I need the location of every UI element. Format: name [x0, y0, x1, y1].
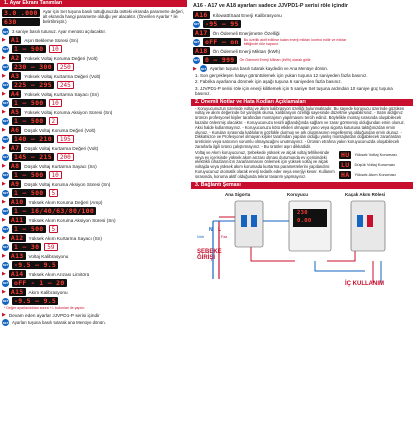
label-rcd: Kaçak Akım Rölesi — [345, 191, 386, 197]
setting-a17 — [193, 29, 411, 37]
arrow-right-icon: ▶ — [2, 181, 6, 187]
setting-label: Düşük Voltaj Kurtarma Değeri (Volt) — [24, 145, 99, 151]
set-button-icon[interactable]: SET — [2, 173, 9, 177]
code-display: A9 — [10, 180, 20, 188]
setting-label: Yüksek Voltaj Kurtarma Sayacı (Sn) — [24, 91, 99, 97]
setting-a13 — [2, 252, 185, 260]
error-label: Yüksek Akım Koruması — [354, 172, 396, 178]
set-button-icon[interactable]: SET — [2, 29, 9, 34]
menu-return-row — [193, 65, 411, 72]
setting-a9 — [2, 180, 185, 188]
setting-a5 — [2, 108, 185, 116]
arrow-right-icon: ▶ — [2, 289, 6, 295]
setting-label: Aşırı Bekleme Süresi (Sn) — [24, 37, 79, 43]
setting-a15 — [2, 288, 185, 296]
footer-row-2 — [2, 319, 185, 326]
set-button-icon[interactable]: SET — [2, 263, 9, 267]
label-n: N — [209, 226, 213, 233]
setting-label: Yüksek Voltaj Kurtarma Değeri (Volt) — [24, 73, 101, 79]
setting-a7 — [2, 144, 185, 152]
info-list-2: 2. Fabrika ayarlarına dönmek için aşağı tuşuna 6 saniyeden fazla basınız. — [195, 79, 342, 85]
range-display: -9.5 — 9.5 — [14, 261, 57, 269]
set-button-icon[interactable]: SET — [2, 191, 9, 195]
footer-1: Devam eden ayarlar JJVPD1-P serisi içindir — [8, 312, 100, 318]
setting-label: Yüksek Voltaj Koruma Değeri (Volt) — [24, 55, 98, 61]
intro-displays — [2, 9, 40, 26]
setting-label: Yüksek Akım Kurtarma Sayacı (Sn) — [28, 235, 102, 241]
menu-return-text: Ayarları tuşuna basılı tutarak kaydedin ve Ana Menüye dönün. — [209, 66, 329, 71]
set-button-icon[interactable]: SET — [193, 58, 200, 62]
error-label: Yüksek Voltaj Koruması — [354, 152, 397, 158]
label-faz: Faz — [221, 234, 228, 239]
setting-label: Akım Kalibrasyonu — [28, 289, 68, 295]
arrow-right-icon: ▶ — [2, 73, 6, 79]
protector-display-top: 230 — [297, 209, 308, 216]
setting-a15-range — [2, 297, 185, 305]
setting-label: Yüksek Akım Arızası Limitörü — [28, 271, 90, 277]
range-display: 1 — 16/40/63/80/100 — [14, 207, 95, 215]
error-codes — [339, 151, 409, 180]
protector-display-bottom: 0.00 — [297, 217, 312, 224]
set-button-icon[interactable]: SET — [2, 101, 9, 105]
label-grid-input: ŞEBEKE GİRİŞİ — [197, 248, 222, 262]
setting-a11-range — [2, 225, 185, 233]
setting-label: Yüksek Akım Koruma Değeri (Amp) — [28, 199, 103, 205]
setting-a10 — [2, 198, 185, 206]
setting-a2-range — [2, 63, 185, 71]
range-display: oFF — on — [205, 38, 239, 46]
intro-row-2 — [2, 28, 185, 35]
setting-note: Bu özellik aktif edilirse kalan enerji miktarı kontrol edilir ve miktar bittiğinde röle kapanır. — [243, 38, 347, 46]
setting-a8 — [2, 162, 185, 170]
intro-text-2: 3 saniye basılı tutunuz. Ayar menüsü açılacaktır. — [12, 29, 106, 34]
set-button-icon[interactable]: SET — [2, 299, 9, 303]
code-display: A4 — [10, 90, 20, 98]
info-list-1: 1. Son gerçekleşen hatayı görüntülemek için yukarı tuşuna 12 saniyeden fazla basınız. — [195, 73, 368, 78]
range-display: 145 — 215 — [14, 153, 52, 161]
recommended-value: 250 — [57, 63, 74, 71]
set-button-icon[interactable]: SET — [2, 155, 9, 159]
intro-display-top: 3.0 .000 — [4, 9, 38, 17]
code-display: A18 — [195, 47, 208, 55]
setting-a17-range — [193, 38, 411, 46]
setting-note: Ön Ödemeli Enerji Miktarı (kWh) olarak girilir. — [239, 58, 312, 62]
code-display: A3 — [10, 72, 20, 80]
setting-a9-range — [2, 189, 185, 197]
notes-text-2: Voltaj ve Akım koruyucunuz, Şebekede yüksek ve alçak voltaj tehlikesinde veya ev içerisinde yüksek akım arızası olması durumunda ev içerisindeki elektrikli cihazlarınızın zararlanmasını önlemek için yüksek voltaj ve alçak voltajda veya yüksek akım korumada kurtarma parametrelerini yapılandırır. Koruyucunuz otomatik olarak enerji tedarik eder veya enerjiyi keser. Kullanım sırasında, koruma aktif olduğunda tekrar tasarım yapmayınız. — [195, 149, 335, 179]
range-display: 1 — 500 — [14, 117, 44, 125]
range-display: 1 — 500 — [14, 99, 44, 107]
intro-text: Ayar için Set tuşuna basılı tuttuğunuzda üstteki ekranda parametre değeri, alt ekranda hangi parametre olduğu yer alacaktır. (Önerilen Ayarlar * ile belirtilmiştir.) — [42, 9, 184, 24]
setting-label: Ön Ödemeli Enerji Miktarı (kWh) — [212, 48, 281, 54]
set-button-icon[interactable]: SET — [2, 227, 9, 231]
setting-label: Düşük Voltaj Kurtarma Sayacı (Sn) — [24, 163, 97, 169]
setting-a7-range — [2, 153, 185, 161]
settings-list — [0, 36, 187, 305]
setting-a4 — [2, 90, 185, 98]
error-code-lu — [339, 161, 409, 169]
set-button-icon[interactable]: SET — [193, 22, 200, 26]
code-display: A17 — [195, 29, 208, 37]
setting-a3-range — [2, 81, 185, 89]
arrow-right-icon: ▶ — [2, 127, 6, 133]
error-code-ha — [339, 171, 409, 179]
error-display: LU — [341, 160, 350, 169]
arrow-right-icon: ▶ — [2, 37, 6, 43]
code-display: A16 — [195, 11, 208, 19]
setting-a13-range — [2, 261, 185, 269]
label-internal-use: İÇ KULLANIM — [345, 280, 384, 287]
recommended-value: 10 — [49, 99, 62, 107]
section-title-3: 3. Bağlantı Şeması — [191, 182, 413, 189]
recommended-value: 5 — [49, 225, 59, 233]
label-protector: Koruyucu — [287, 191, 309, 197]
range-display: 230 — 300 — [14, 63, 52, 71]
range-display: oFF - 1 — 20 — [14, 279, 65, 287]
range-display: 1 — 500 — [14, 171, 44, 179]
setting-a16 — [193, 11, 411, 19]
setting-a14-range — [2, 279, 185, 287]
set-button-icon[interactable]: SET — [2, 209, 9, 213]
code-display: A12 — [10, 234, 24, 242]
setting-a12-range — [2, 243, 185, 251]
range-display: -9.5 — 9.5 — [14, 297, 57, 305]
error-display: HU — [341, 150, 350, 159]
footer-row-1 — [2, 312, 185, 318]
setting-a3 — [2, 72, 185, 80]
set-button-icon[interactable]: SET — [2, 281, 9, 285]
setting-a4-range — [2, 99, 185, 107]
code-display: A6 — [10, 126, 20, 134]
label-notr: Nötr — [197, 234, 205, 239]
range-display: 0 — 999 — [205, 56, 235, 64]
set-button-icon[interactable]: SET — [2, 83, 9, 87]
arrow-right-icon: ▶ — [2, 235, 6, 241]
recommended-value: 10 — [49, 171, 62, 179]
section-title-1: 1. Ayar Ekranı Tanımları — [0, 0, 187, 7]
code-display: A1 — [10, 36, 20, 44]
setting-label: Düşük Voltaj Koruma Aksiyon Süresi (Sn) — [24, 181, 111, 187]
arrow-right-icon: ▶ — [2, 312, 6, 318]
set-button-icon[interactable]: SET — [2, 137, 9, 141]
setting-a18-range — [193, 56, 411, 64]
setting-a11 — [2, 216, 185, 224]
recommended-value: 245 — [57, 81, 74, 89]
range-display: 1 — 500 — [14, 45, 44, 53]
recommended-value: 200 — [57, 153, 74, 161]
code-display: A5 — [10, 108, 20, 116]
recommended-value: 59 — [44, 243, 57, 251]
setting-label: Voltaj Kalibrasyonu — [28, 253, 69, 259]
code-display: A13 — [10, 252, 24, 260]
range-display: 140 — 210 — [14, 135, 52, 143]
footer-2: Ayarları tuşuna basılı tutarak ana Menüye dönün. — [12, 320, 106, 325]
setting-label: Düşük Voltaj Koruma Değeri (Volt) — [24, 127, 96, 133]
set-button-icon[interactable]: SET — [2, 47, 9, 51]
label-l: L — [218, 226, 222, 233]
error-label: Düşük Voltaj Koruması — [354, 162, 395, 168]
set-button-icon[interactable]: SET — [200, 66, 207, 71]
left-column — [0, 0, 187, 327]
range-display: 1 — 30 — [14, 243, 40, 251]
arrow-right-icon: ▶ — [2, 145, 6, 151]
right-column — [191, 0, 413, 293]
setting-a18 — [193, 47, 411, 55]
notes-errors-block — [195, 151, 409, 180]
code-display: A15 — [10, 288, 24, 296]
set-button-icon[interactable]: SET — [2, 65, 9, 69]
code-display: A14 — [10, 270, 24, 278]
arrow-right-icon: ▶ — [2, 91, 6, 97]
setting-label: Ön Ödemeli Enerjimetre Özelliği — [212, 30, 280, 36]
recommended-value: 5 — [49, 189, 59, 197]
range-display: 1 — 500 — [14, 189, 44, 197]
setting-label: Kilowatt/Saat Enerji Kalibrasyonu — [212, 12, 282, 18]
setting-a12 — [2, 234, 185, 242]
wiring-diagram — [195, 191, 409, 291]
recommended-value: 195 — [57, 135, 74, 143]
code-display: A7 — [10, 144, 20, 152]
error-code-hu — [339, 151, 409, 159]
code-display: A11 — [10, 216, 24, 224]
range-display: 1 — 500 — [14, 225, 44, 233]
range-display: 225 — 295 — [14, 81, 52, 89]
setting-a1 — [2, 36, 185, 44]
recommended-value: 10 — [49, 45, 62, 53]
arrow-right-icon: ▶ — [2, 217, 6, 223]
code-display: A8 — [10, 162, 20, 170]
setting-label: Yüksek Akım Koruma Aksiyon Süresi (Sn) — [28, 217, 116, 223]
intro-display-bottom: 630 — [2, 18, 40, 26]
arrow-right-icon: ▶ — [193, 65, 197, 72]
setting-a1-range — [2, 45, 185, 53]
right-title: A16 - A17 ve A18 ayarları sadece JJVPD1-P serisi röle içindir — [193, 3, 349, 9]
error-display: HA — [341, 170, 350, 179]
set-button-icon[interactable]: SET — [193, 40, 200, 44]
recommended-value: 2 — [49, 117, 59, 125]
set-button-icon[interactable]: SET — [2, 245, 9, 249]
range-display: -95 — 95 — [205, 20, 239, 28]
setting-label: Yüksek Voltaj Koruma Aksiyon Süresi (Sn) — [24, 109, 113, 115]
arrow-right-icon: ▶ — [2, 109, 6, 115]
setting-a16-range — [193, 20, 411, 28]
arrow-right-icon: ▶ — [2, 199, 6, 205]
section-title-2: 2. Önemli Notlar ve Hata Kodları Açıklamaları — [191, 99, 413, 106]
setting-a6 — [2, 126, 185, 134]
arrow-right-icon: ▶ — [2, 163, 6, 169]
code-display: A10 — [10, 198, 24, 206]
notes-text: - Koruyucunuzun üzerinde voltaj ve akım kalibrasyon özelliği bulunmaktadır. Bu sayede koruyucu üzerinde gözüken voltaj ve akım değerinde bir yanlışlık olursa, kalibrasyon özelliği sayesinde düzeltme yapabilirsiniz. - Satın aldığınız ürünün profesyonel kişiler tarafından montajının yapılmasını tercih ediniz. Böylelikle montaj sırasında oluşabilecek kazalar önlenmiş olacaktır. - Koruyucunuzu tesirli ağlandığında sağlam ve zarar görmemiş olduğundan emin olunuz. Aksi halde kullanmayınız. - Koruyucunuzu kötü etkileri olmayan yano veya sigorta kutusuna taktığınızdan emin olunuz. - Kuruları sırasında kabloların gözlükle durmuş ve ark oluşmasının engellenmiş olduğundan emin olunuz. - Dikkatsizce ve Profesyonel olmayan kişiler tarafından yapılan olduğu yanlış montajlardan doğabilecek zararlardan üreticinin veya satıcının sorumlu olmayacağını unutmayınız. - Ürünün etrafına yakın koruyucunuzda oluşabilecek zararlarla ilgili ürünü çalıştırmayınız. - Bu ürünler aşırı dikkatlidir. — [195, 105, 405, 149]
intro-block — [2, 9, 185, 26]
setting-a5-range — [2, 117, 185, 125]
setting-a10-range — [2, 207, 185, 215]
arrow-right-icon: ▶ — [2, 271, 6, 277]
set-button-icon[interactable]: SET — [2, 119, 9, 123]
info-list-3: 3. JJVPD1-P serisi röle için enerji kilitlemek için 5 saniye Set tuşuna ardından 10 saniye güç tuşuna basınız. — [195, 85, 393, 97]
wiring-svg — [195, 191, 409, 291]
label-fuse: Ana Sigorta — [225, 191, 251, 197]
code-display: A2 — [10, 54, 20, 62]
setting-a2 — [2, 54, 185, 62]
setting-a8-range — [2, 171, 185, 179]
setting-a6-range — [2, 135, 185, 143]
arrow-right-icon: ▶ — [2, 253, 6, 259]
set-button-icon[interactable]: SET — [2, 320, 9, 325]
note-1: * Değer ayarlandıktan sonra +/- butonları ile yapılır. — [4, 306, 86, 310]
arrow-right-icon: ▶ — [2, 55, 6, 61]
setting-a14 — [2, 270, 185, 278]
